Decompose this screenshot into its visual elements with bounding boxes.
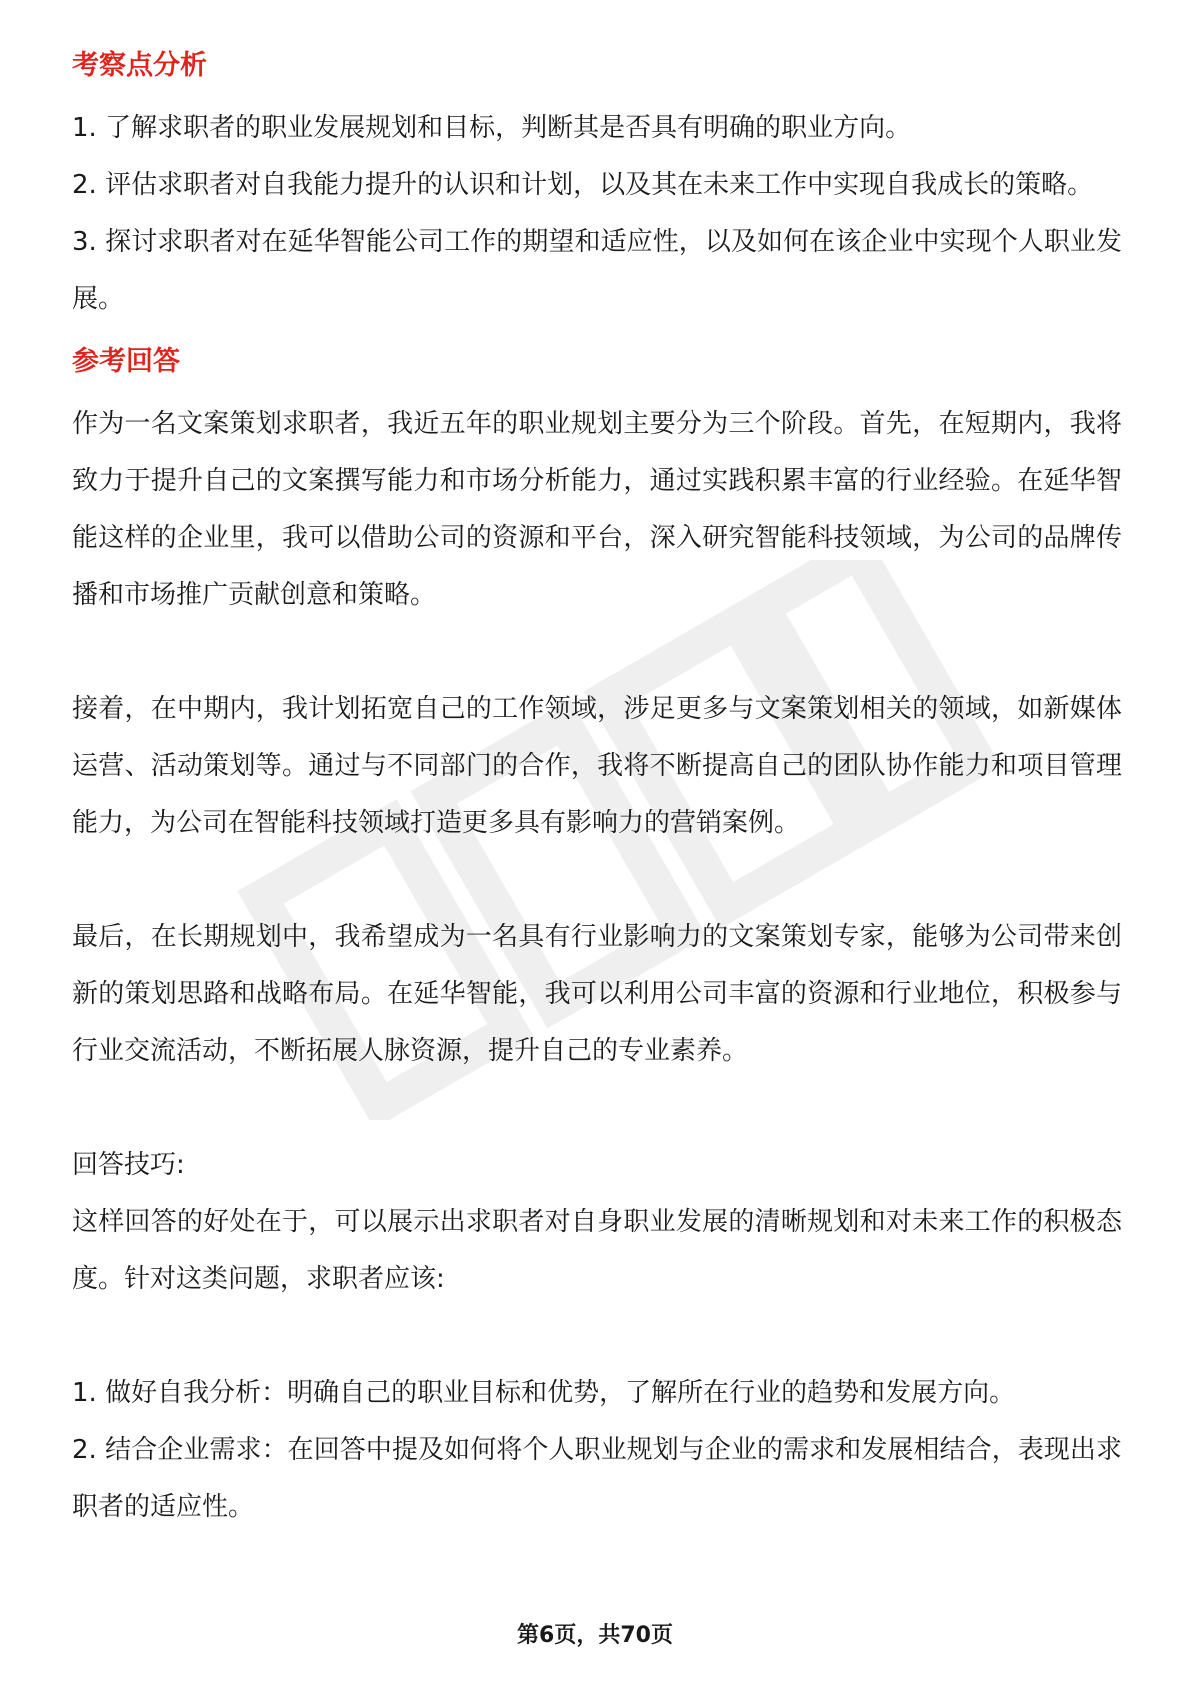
answer-paragraph-3: 最后，在长期规划中，我希望成为一名具有行业影响力的文案策划专家，能够为公司带来创新的策划思路和战略布局。在延华智能，我可以利用公司丰富的资源和行业地位，积极参与行业交流活动，不断拓展人脉资源，提升自己的专业素养。: [72, 922, 1122, 1066]
analysis-heading: 考察点分析: [72, 50, 207, 81]
tip-item-1: 1. 做好自我分析：明确自己的职业目标和优势，了解所在行业的趋势和发展方向。: [72, 1378, 1016, 1408]
document-page: [72, 46, 1122, 1536]
answer-paragraph-2: 接着，在中期内，我计划拓宽自己的工作领域，涉足更多与文案策划相关的领域，如新媒体运营、活动策划等。通过与不同部门的合作，我将不断提高自己的团队协作能力和项目管理能力，为公司在智能科技领域打造更多具有影响力的营销案例。: [72, 694, 1122, 838]
analysis-item-2: 2. 评估求职者对自我能力提升的认识和计划，以及其在未来工作中实现自我成长的策略。: [72, 170, 1094, 200]
tips-title: 回答技巧:: [72, 1150, 185, 1180]
analysis-item-1: 1. 了解求职者的职业发展规划和目标，判断其是否具有明确的职业方向。: [72, 113, 912, 143]
tips-intro: 这样回答的好处在于，可以展示出求职者对自身职业发展的清晰规划和对未来工作的积极态度。针对这类问题，求职者应该:: [72, 1207, 1122, 1294]
reference-answer-heading: 参考回答: [72, 346, 180, 377]
tip-item-2: 2. 结合企业需求：在回答中提及如何将个人职业规划与企业的需求和发展相结合，表现出求职者的适应性。: [72, 1435, 1122, 1522]
analysis-item-3: 3. 探讨求职者对在延华智能公司工作的期望和适应性，以及如何在该企业中实现个人职业发展。: [72, 227, 1122, 314]
page-number: 第6页，共70页: [517, 1623, 673, 1648]
answer-paragraph-1: 作为一名文案策划求职者，我近五年的职业规划主要分为三个阶段。首先，在短期内，我将致力于提升自己的文案撰写能力和市场分析能力，通过实践积累丰富的行业经验。在延华智能这样的企业里，我可以借助公司的资源和平台，深入研究智能科技领域，为公司的品牌传播和市场推广贡献创意和策略。: [72, 409, 1122, 610]
